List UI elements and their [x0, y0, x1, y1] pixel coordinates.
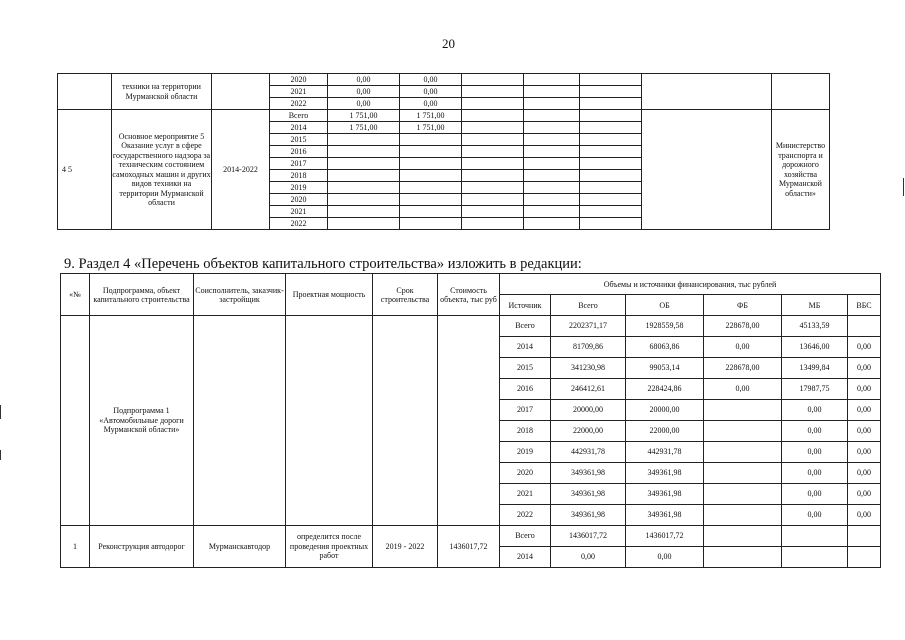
- subprogram-name-cell: Подпрограмма 1 «Автомобильные дороги Мурманской области»: [90, 316, 194, 526]
- value-cell: [462, 98, 524, 110]
- fb-cell: [704, 442, 782, 463]
- mb-cell: 0,00: [782, 463, 848, 484]
- measure-name-cell: Основное мероприятие 5 Оказание услуг в сфере государственного надзора за техническим состоянием самоходных машин и других видов техники на территории Мурманской области: [112, 110, 212, 230]
- value-cell: [328, 182, 400, 194]
- mb-cell: 13499,84: [782, 358, 848, 379]
- source-cell: 2021: [500, 484, 551, 505]
- source-cell: Всего: [500, 526, 551, 547]
- mb-cell: 0,00: [782, 484, 848, 505]
- ob-cell: 99053,14: [626, 358, 704, 379]
- value-cell: [580, 146, 642, 158]
- value-cell: [524, 218, 580, 230]
- period-cell: [212, 74, 270, 110]
- value-cell: 1 751,00: [400, 122, 462, 134]
- executor-cell: [194, 316, 286, 526]
- mb-cell: 0,00: [782, 505, 848, 526]
- source-cell: 2014: [500, 547, 551, 568]
- vbs-cell: 0,00: [848, 400, 881, 421]
- table-row: [58, 74, 830, 86]
- total-cell: 2202371,17: [551, 316, 626, 337]
- value-cell: [328, 218, 400, 230]
- value-cell: [524, 134, 580, 146]
- source-cell: 2014: [500, 337, 551, 358]
- value-cell: [328, 158, 400, 170]
- header-vbs: ВБС: [848, 295, 881, 316]
- source-cell: 2022: [500, 505, 551, 526]
- vbs-cell: 0,00: [848, 421, 881, 442]
- header-funding: Объемы и источники финансирования, тыс рублей: [500, 274, 881, 295]
- year-cell: 2020: [270, 74, 328, 86]
- vbs-cell: 0,00: [848, 505, 881, 526]
- value-cell: 0,00: [400, 98, 462, 110]
- ob-cell: 228424,86: [626, 379, 704, 400]
- year-cell: 2014: [270, 122, 328, 134]
- fb-cell: 228678,00: [704, 316, 782, 337]
- value-cell: [580, 134, 642, 146]
- ob-cell: 68063,86: [626, 337, 704, 358]
- value-cell: [400, 182, 462, 194]
- row-number-cell: [61, 316, 90, 526]
- source-cell: 2015: [500, 358, 551, 379]
- value-cell: [462, 170, 524, 182]
- value-cell: [400, 170, 462, 182]
- value-cell: 1 751,00: [328, 110, 400, 122]
- section-heading: 9. Раздел 4 «Перечень объектов капитального строительства» изложить в редакции:: [64, 256, 582, 272]
- value-cell: [524, 170, 580, 182]
- value-cell: [524, 146, 580, 158]
- value-cell: 0,00: [328, 86, 400, 98]
- fb-cell: [704, 400, 782, 421]
- program-measures-table: [57, 73, 830, 230]
- ob-cell: 1928559,58: [626, 316, 704, 337]
- scan-mark: [0, 450, 1, 460]
- value-cell: [524, 74, 580, 86]
- fb-cell: 0,00: [704, 379, 782, 400]
- value-cell: [400, 194, 462, 206]
- capacity-cell: определится после проведения проектных работ: [286, 526, 373, 568]
- fb-cell: [704, 463, 782, 484]
- capital-construction-table: [60, 273, 881, 568]
- value-cell: 1 751,00: [328, 122, 400, 134]
- executor-cell: Министерство транспорта и дорожного хозяйства Мурманской области»: [772, 110, 830, 230]
- fb-cell: [704, 421, 782, 442]
- year-cell: 2021: [270, 206, 328, 218]
- mb-cell: 17987,75: [782, 379, 848, 400]
- vbs-cell: [848, 526, 881, 547]
- mb-cell: [782, 526, 848, 547]
- source-cell: 2019: [500, 442, 551, 463]
- value-cell: 0,00: [328, 74, 400, 86]
- header-executor: Соисполнитель, заказчик-застройщик: [194, 274, 286, 316]
- source-cell: Всего: [500, 316, 551, 337]
- table-row: [58, 110, 830, 122]
- value-cell: [462, 146, 524, 158]
- value-cell: 0,00: [328, 98, 400, 110]
- vbs-cell: 0,00: [848, 442, 881, 463]
- executor-cell: Мурманскавтодор: [194, 526, 286, 568]
- vbs-cell: [848, 316, 881, 337]
- value-cell: [400, 134, 462, 146]
- value-cell: [524, 182, 580, 194]
- total-cell: 349361,98: [551, 484, 626, 505]
- value-cell: [524, 206, 580, 218]
- header-capacity: Проектная мощность: [286, 274, 373, 316]
- total-cell: 341230,98: [551, 358, 626, 379]
- source-cell: 2017: [500, 400, 551, 421]
- fb-cell: [704, 547, 782, 568]
- year-cell: 2016: [270, 146, 328, 158]
- table-row: [61, 526, 881, 547]
- mb-cell: [782, 547, 848, 568]
- vbs-cell: 0,00: [848, 358, 881, 379]
- ob-cell: 349361,98: [626, 505, 704, 526]
- value-cell: [580, 122, 642, 134]
- fb-cell: 0,00: [704, 337, 782, 358]
- year-cell: 2015: [270, 134, 328, 146]
- value-cell: [328, 146, 400, 158]
- value-cell: [462, 158, 524, 170]
- value-cell: [524, 122, 580, 134]
- value-cell: [580, 182, 642, 194]
- total-cell: 81709,86: [551, 337, 626, 358]
- mb-cell: 45133,59: [782, 316, 848, 337]
- total-cell: 246412,61: [551, 379, 626, 400]
- object-name-cell: Реконструкция автодорог: [90, 526, 194, 568]
- cost-cell: [438, 316, 500, 526]
- ob-cell: 1436017,72: [626, 526, 704, 547]
- year-cell: 2022: [270, 218, 328, 230]
- source-cell: 2018: [500, 421, 551, 442]
- year-cell: 2021: [270, 86, 328, 98]
- value-cell: [328, 134, 400, 146]
- year-cell: 2020: [270, 194, 328, 206]
- value-cell: [400, 158, 462, 170]
- header-total: Всего: [551, 295, 626, 316]
- value-cell: [580, 170, 642, 182]
- value-cell: [328, 194, 400, 206]
- value-cell: [580, 158, 642, 170]
- term-cell: [373, 316, 438, 526]
- value-cell: [462, 182, 524, 194]
- value-cell: [328, 170, 400, 182]
- header-mb: МБ: [782, 295, 848, 316]
- header-term: Срок строительства: [373, 274, 438, 316]
- header-object: Подпрограмма, объект капитального строительства: [90, 274, 194, 316]
- ob-cell: 442931,78: [626, 442, 704, 463]
- value-cell: [580, 86, 642, 98]
- total-cell: 349361,98: [551, 505, 626, 526]
- value-cell: [580, 98, 642, 110]
- year-cell: 2022: [270, 98, 328, 110]
- header-ob: ОБ: [626, 295, 704, 316]
- row-number-cell: [58, 74, 112, 110]
- header-cost: Стоимость объекта, тыс руб: [438, 274, 500, 316]
- total-cell: 22000,00: [551, 421, 626, 442]
- ob-cell: 22000,00: [626, 421, 704, 442]
- row-number-cell: 4 5: [58, 110, 112, 230]
- result-cell: [642, 110, 772, 230]
- value-cell: [580, 110, 642, 122]
- value-cell: [524, 110, 580, 122]
- vbs-cell: 0,00: [848, 337, 881, 358]
- value-cell: [400, 218, 462, 230]
- year-cell: 2017: [270, 158, 328, 170]
- total-cell: 0,00: [551, 547, 626, 568]
- value-cell: [580, 206, 642, 218]
- fb-cell: 228678,00: [704, 358, 782, 379]
- value-cell: [462, 74, 524, 86]
- value-cell: [580, 218, 642, 230]
- value-cell: [524, 98, 580, 110]
- ob-cell: 349361,98: [626, 484, 704, 505]
- page-number: 20: [442, 36, 455, 51]
- capacity-cell: [286, 316, 373, 526]
- value-cell: [580, 194, 642, 206]
- total-cell: 349361,98: [551, 463, 626, 484]
- measure-name-cell: техники на территории Мурманской области: [112, 74, 212, 110]
- year-cell: Всего: [270, 110, 328, 122]
- value-cell: [462, 134, 524, 146]
- table-row: [61, 316, 881, 337]
- value-cell: [462, 86, 524, 98]
- vbs-cell: 0,00: [848, 379, 881, 400]
- value-cell: [524, 158, 580, 170]
- year-cell: 2018: [270, 170, 328, 182]
- total-cell: 442931,78: [551, 442, 626, 463]
- fb-cell: [704, 526, 782, 547]
- year-cell: 2019: [270, 182, 328, 194]
- term-cell: 2019 - 2022: [373, 526, 438, 568]
- mb-cell: 0,00: [782, 421, 848, 442]
- value-cell: [580, 74, 642, 86]
- mb-cell: 0,00: [782, 400, 848, 421]
- value-cell: [400, 206, 462, 218]
- value-cell: [524, 194, 580, 206]
- header-fb: ФБ: [704, 295, 782, 316]
- vbs-cell: 0,00: [848, 484, 881, 505]
- value-cell: [400, 146, 462, 158]
- value-cell: [462, 194, 524, 206]
- vbs-cell: [848, 547, 881, 568]
- source-cell: 2016: [500, 379, 551, 400]
- value-cell: [328, 206, 400, 218]
- mb-cell: 13646,00: [782, 337, 848, 358]
- fb-cell: [704, 505, 782, 526]
- source-cell: 2020: [500, 463, 551, 484]
- mb-cell: 0,00: [782, 442, 848, 463]
- row-number-cell: 1: [61, 526, 90, 568]
- header-source: Источник: [500, 295, 551, 316]
- executor-cell: [772, 74, 830, 110]
- value-cell: [524, 86, 580, 98]
- value-cell: [462, 122, 524, 134]
- scan-mark: [0, 405, 1, 419]
- ob-cell: 349361,98: [626, 463, 704, 484]
- total-cell: 1436017,72: [551, 526, 626, 547]
- value-cell: 0,00: [400, 86, 462, 98]
- value-cell: [462, 218, 524, 230]
- scan-mark: [903, 178, 904, 196]
- ob-cell: 0,00: [626, 547, 704, 568]
- result-cell: [642, 74, 772, 110]
- period-cell: 2014-2022: [212, 110, 270, 230]
- fb-cell: [704, 484, 782, 505]
- header-num: «№: [61, 274, 90, 316]
- total-cell: 20000,00: [551, 400, 626, 421]
- vbs-cell: 0,00: [848, 463, 881, 484]
- value-cell: 1 751,00: [400, 110, 462, 122]
- value-cell: [462, 110, 524, 122]
- value-cell: [462, 206, 524, 218]
- cost-cell: 1436017,72: [438, 526, 500, 568]
- ob-cell: 20000,00: [626, 400, 704, 421]
- value-cell: 0,00: [400, 74, 462, 86]
